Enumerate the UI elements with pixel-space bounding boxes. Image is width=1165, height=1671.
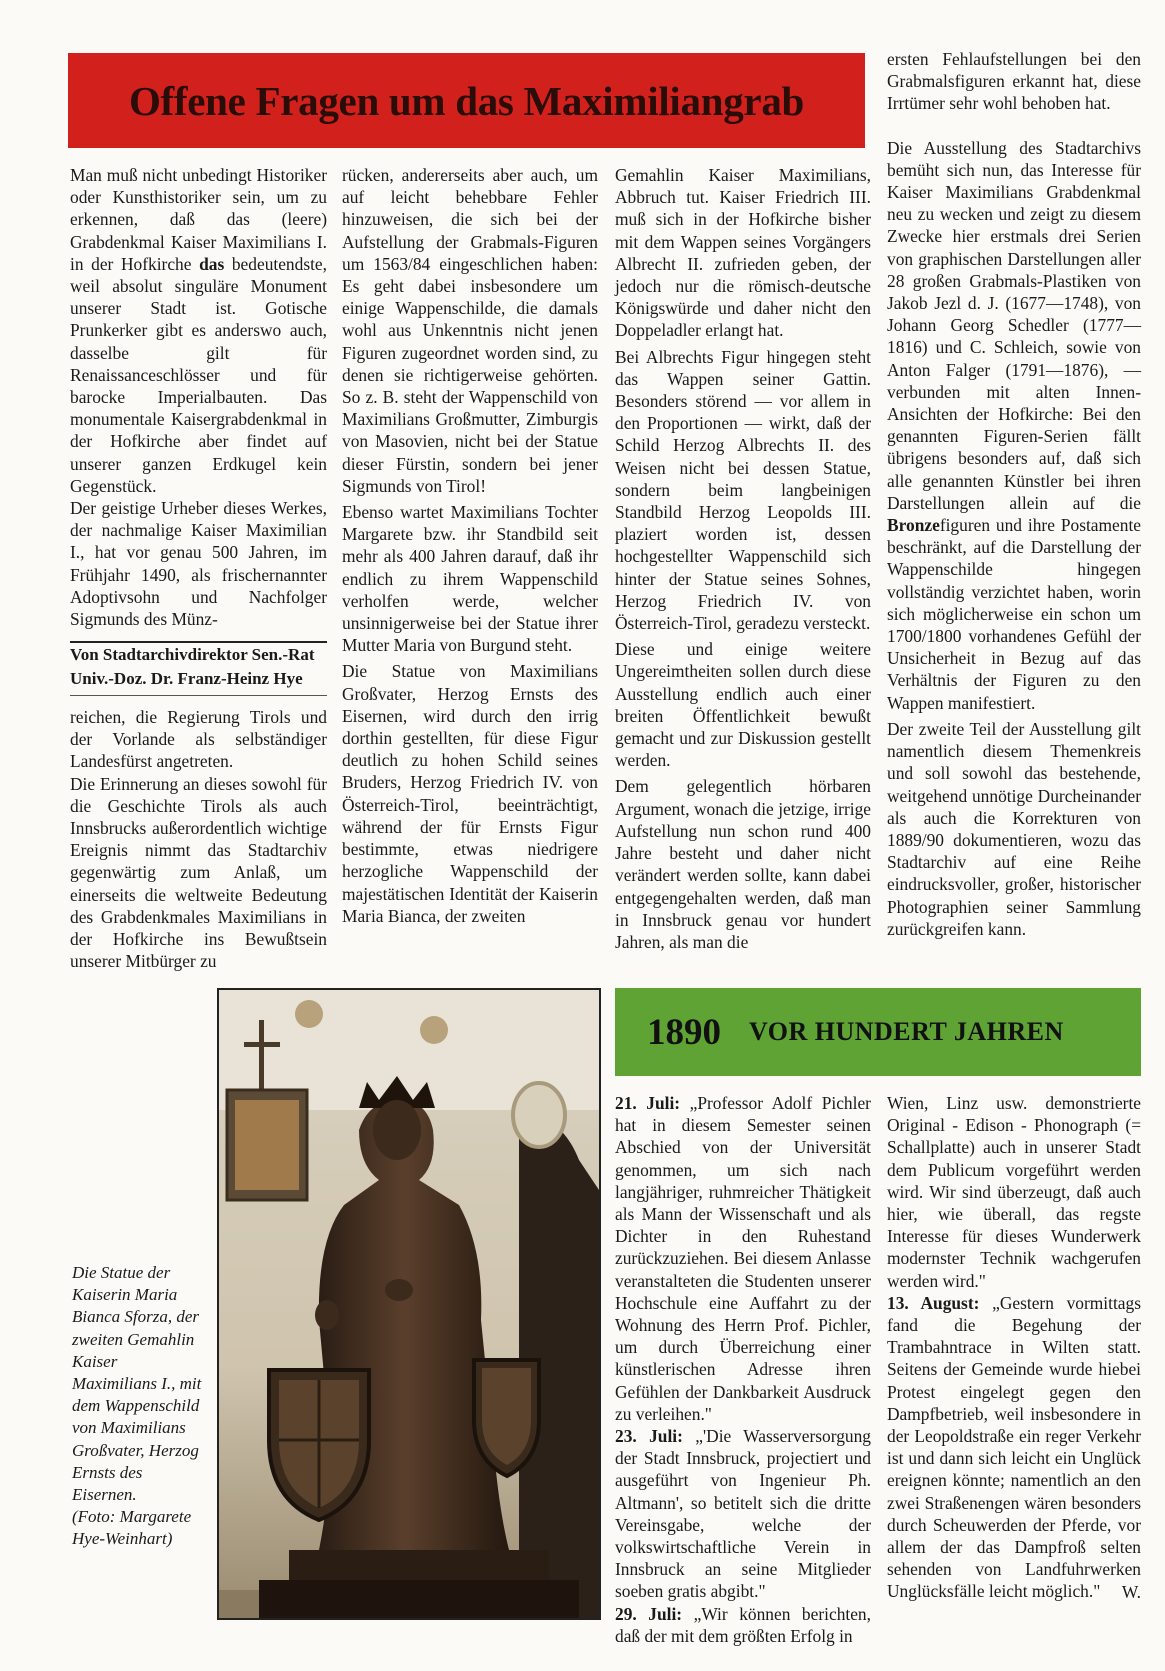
chronicle-entry: Wien, Linz usw. demonstrierte Original - Edison - Phonograph (= Schallplatte) auch in unserer Stadt dem Publicum vorgeführt werden wird. Wir sind überzeugt, daß auch hier, wie überall, das regste Interesse für dieses Wunderwerk modernster Technik wachgerufen werden wird." — [887, 1093, 1141, 1291]
chronicle-column-2 — [887, 1092, 1141, 1603]
article-paragraph: Die Statue von Maximilians Großvater, Herzog Ernsts des Eisernen, wird durch den irrig dorthin gestellten, für diese Figur deutlich zu hohen Schild seines Bruders, Herzog Friedrich IV. von Österreich-Tirol, beeinträchtigt, während der für Ernsts Figur bestimmte, etwas niedrigere herzogliche Wappenschild der majestätischen Identität der Kaiserin Maria Bianca, der zweiten — [342, 661, 598, 926]
article-paragraph: Die Erinnerung an dieses sowohl für die Geschichte Tirols als auch Innsbrucks außerordentlich wichtige Ereignis nimmt das Stadtarchiv gegenwärtig zum Anlaß, um einerseits die weltweite Bedeutung des Grabdenkmales Maximilians in der Hofkirche ins Bewußtsein unserer Mitbürger zu — [70, 773, 327, 972]
section-banner — [615, 988, 1141, 1076]
chronicle-entry: 13. August: „Gestern vormittags fand die Begehung der Trambahntrace in Wilten statt. Seitens der Gemeinde wurde hiebei Protest eingelegt gegen den Dampfbetrieb, weil insbesondere in der Leopoldstraße ein reger Verkehr ist und dann sich leicht ein Unglück ereignen könnte; namentlich an den zwei Straßenengen wären besonders durch Scheuwerden der Pferde, vor allem der das Dampfroß selten sehenden von Landfuhrwerken Unglücksfälle leicht möglich." — [887, 1292, 1141, 1602]
article-paragraph: Der zweite Teil der Ausstellung gilt namentlich diesem Themenkreis und soll sowohl das bestehende, weitgehend unnötige Durcheinander als auch die Korrekturen von 1889/90 dokumentieren, wozu das Stadtarchiv auf eine Reihe eindrucksvoller, großer, historischer Photographien seiner Sammlung zurückgreifen kann. — [887, 718, 1141, 939]
byline: Von Stadtarchivdirektor Sen.-Rat Univ.-Doz. Dr. Franz-Heinz Hye — [70, 641, 327, 696]
article-paragraph: Man muß nicht unbedingt Historiker oder Kunsthistoriker sein, um zu erkennen, daß das (leere) Grabdenkmal Kaiser Maximilians I. in der Hofkirche das bedeutendste, weil absolut singuläre Monument unserer Stadt ist. Gotische Prunkerker gibt es anderswo auch, dasselbe gilt für Renaissanceschlösser und für barocke Imperialbauten. Das monumentale Kaisergrabdenkmal in der Hofkirche aber findet auf unserer ganzen Erdkugel kein Gegenstück. — [70, 165, 327, 496]
statue-photo — [217, 988, 601, 1620]
statue-illustration — [219, 990, 599, 1618]
article-paragraph: Ebenso wartet Maximilians Tochter Margarete bzw. ihr Standbild seit mehr als 400 Jahren darauf, daß ihr endlich zu ihrem Wappenschild verholfen werde, welcher unsinnigerweise bei der Statue ihrer Mutter Maria von Burgund steht. — [342, 502, 598, 656]
chronicle-entry: 29. Juli: „Wir können berichten, daß der mit dem größten Erfolg in — [615, 1603, 871, 1646]
photo-credit: (Foto: Margarete Hye-Weinhart) — [72, 1507, 192, 1549]
headline-banner — [68, 53, 865, 148]
article-paragraph: rücken, andererseits aber auch, um auf leicht behebbare Fehler hinzuweisen, die sich bei der Aufstellung der Grabmals-Figuren um 1563/84 eingeschlichen haben: Es geht dabei insbesondere um einige Wappenschilde, die damals wohl aus Unkenntnis nicht jenen Figuren zugeordnet worden sind, zu denen sie richtigerweise gehörten. So z. B. steht der Wappenschild von Maximilians Großmutter, Zimburgis von Masovien, nicht bei der Statue dieser Fürstin, sondern bei jener Sigmunds von Tirol! — [342, 165, 598, 496]
article-paragraph: Der geistige Urheber dieses Werkes, der nachmalige Kaiser Maximilian I., hat vor genau 500 Jahren, im Frühjahr 1490, als frischernannter Adoptivsohn und Nachfolger Sigmunds des Münz- — [70, 498, 327, 630]
article-paragraph: Bei Albrechts Figur hingegen steht das Wappen seiner Gattin. Besonders störend — vor allem in den Proportionen — wirkt, daß der Schild Herzog Albrechts II. des Weisen nicht bei dessen Statue, sondern beim langbeinigen Standbild Herzog Leopolds III. plaziert worden ist, dessen hochgestellter Wappenschild sich hinter der Statue seines Sohnes, Herzog Friedrich IV. von Österreich-Tirol, geradezu versteckt. — [615, 346, 871, 634]
article-paragraph: Diese und einige weitere Ungereimtheiten sollen durch diese Ausstellung endlich auch einer breiten Öffentlichkeit bewußt gemacht und zur Diskussion gestellt werden. — [615, 639, 871, 771]
article-column-2 — [342, 164, 598, 927]
article-column-4 — [887, 48, 1141, 940]
chronicle-entry: 23. Juli: „'Die Wasserversorgung der Stadt Innsbruck, projectiert und ausgeführt von Ingenieur Ph. Altmann', so betitelt sich die dritte Vereinsgabe, welche der volkswirtschaftliche Verein in Innsbruck an seine Mitglieder soeben gratis abgibt." — [615, 1426, 871, 1602]
article-column-3 — [615, 164, 871, 953]
article-column-1-cont — [70, 706, 327, 972]
section-title: VOR HUNDERT JAHREN — [749, 1017, 1064, 1046]
article-paragraph: Gemahlin Kaiser Maximilians, Abbruch tut. Kaiser Friedrich III. muß sich in der Hofkirche bisher mit dem Wappen seines Vorgängers Albrecht II. zufrieden geben, der jedoch nur die römisch-deutsche Königswürde und daher nicht den Doppeladler erlangt hat. — [615, 165, 871, 341]
article-paragraph: Die Ausstellung des Stadtarchivs bemüht sich nun, das Interesse für Kaiser Maximilians Grabdenkmal neu zu wecken und zeigt zu diesem Zwecke hier erstmals drei Serien von graphischen Darstellungen aller 28 großen Grabmals-Plastiken von Jakob Jezl d. J. (1677—1748), von Johann Georg Schedler (1777—1816) und C. Schleich, sowie von Anton Falger (1791—1876), — verbunden mit alten Innen-Ansichten der Hofkirche: Bei den genannten Figuren-Serien fällt übrigens besonders auf, daß sich alle genannten Künstler bei ihren Darstellungen allein auf die Bronzefiguren und ihre Postamente beschränkt, auf die Darstellung der Wappenschilde hingegen vollständig verzichtet haben, worin sich möglicherweise ein schon um 1700/1800 vorhandenes Gefühl der Unsicherheit in Bezug auf das Verhältnis der Figuren zu den Wappen manifestiert. — [887, 137, 1141, 713]
signature: W. — [1121, 1581, 1141, 1602]
section-year: 1890 — [647, 1011, 721, 1053]
chronicle-column-1 — [615, 1092, 871, 1647]
headline: Offene Fragen um das Maximiliangrab — [128, 77, 805, 124]
article-paragraph: ersten Fehlaufstellungen bei den Grabmalsfiguren erkannt hat, diese Irrtümer sehr wohl behoben hat. — [887, 49, 1141, 114]
article-column-1 — [70, 164, 327, 634]
chronicle-entry: 21. Juli: „Professor Adolf Pichler hat in diesem Semester seinen Abschied von der Universität genommen, um sich nach langjähriger, ruhmreicher Thätigkeit als Mann der Wissenschaft und als Dichter in den Ruhestand zurückzuziehen. Bei diesem Anlasse veranstalteten die Studenten unserer Hochschule eine Auffahrt zu der Wohnung des Herrn Prof. Pichler, um durch Überreichung einer künstlerischen Adresse ihren Gefühlen der Dankbarkeit Ausdruck zu verleihen." — [615, 1093, 871, 1424]
article-paragraph: reichen, die Regierung Tirols und der Vorlande als selbständiger Landesfürst angetreten. — [70, 707, 327, 772]
photo-caption: Die Statue der Kaiserin Maria Bianca Sforza, der zweiten Gemahlin Kaiser Maximilians I., mit dem Wappenschild von Maximilians Großvater, Herzog Ernsts des Eisernen. (Foto: Margarete Hye-Weinhart) — [72, 1262, 202, 1551]
article-paragraph: Dem gelegentlich hörbaren Argument, wonach die jetzige, irrige Aufstellung nun schon rund 400 Jahre besteht und daher nicht verändert werden sollte, kann dabei entgegengehalten werden, daß man in Innsbruck genau vor hundert Jahren, als man die — [615, 776, 871, 952]
